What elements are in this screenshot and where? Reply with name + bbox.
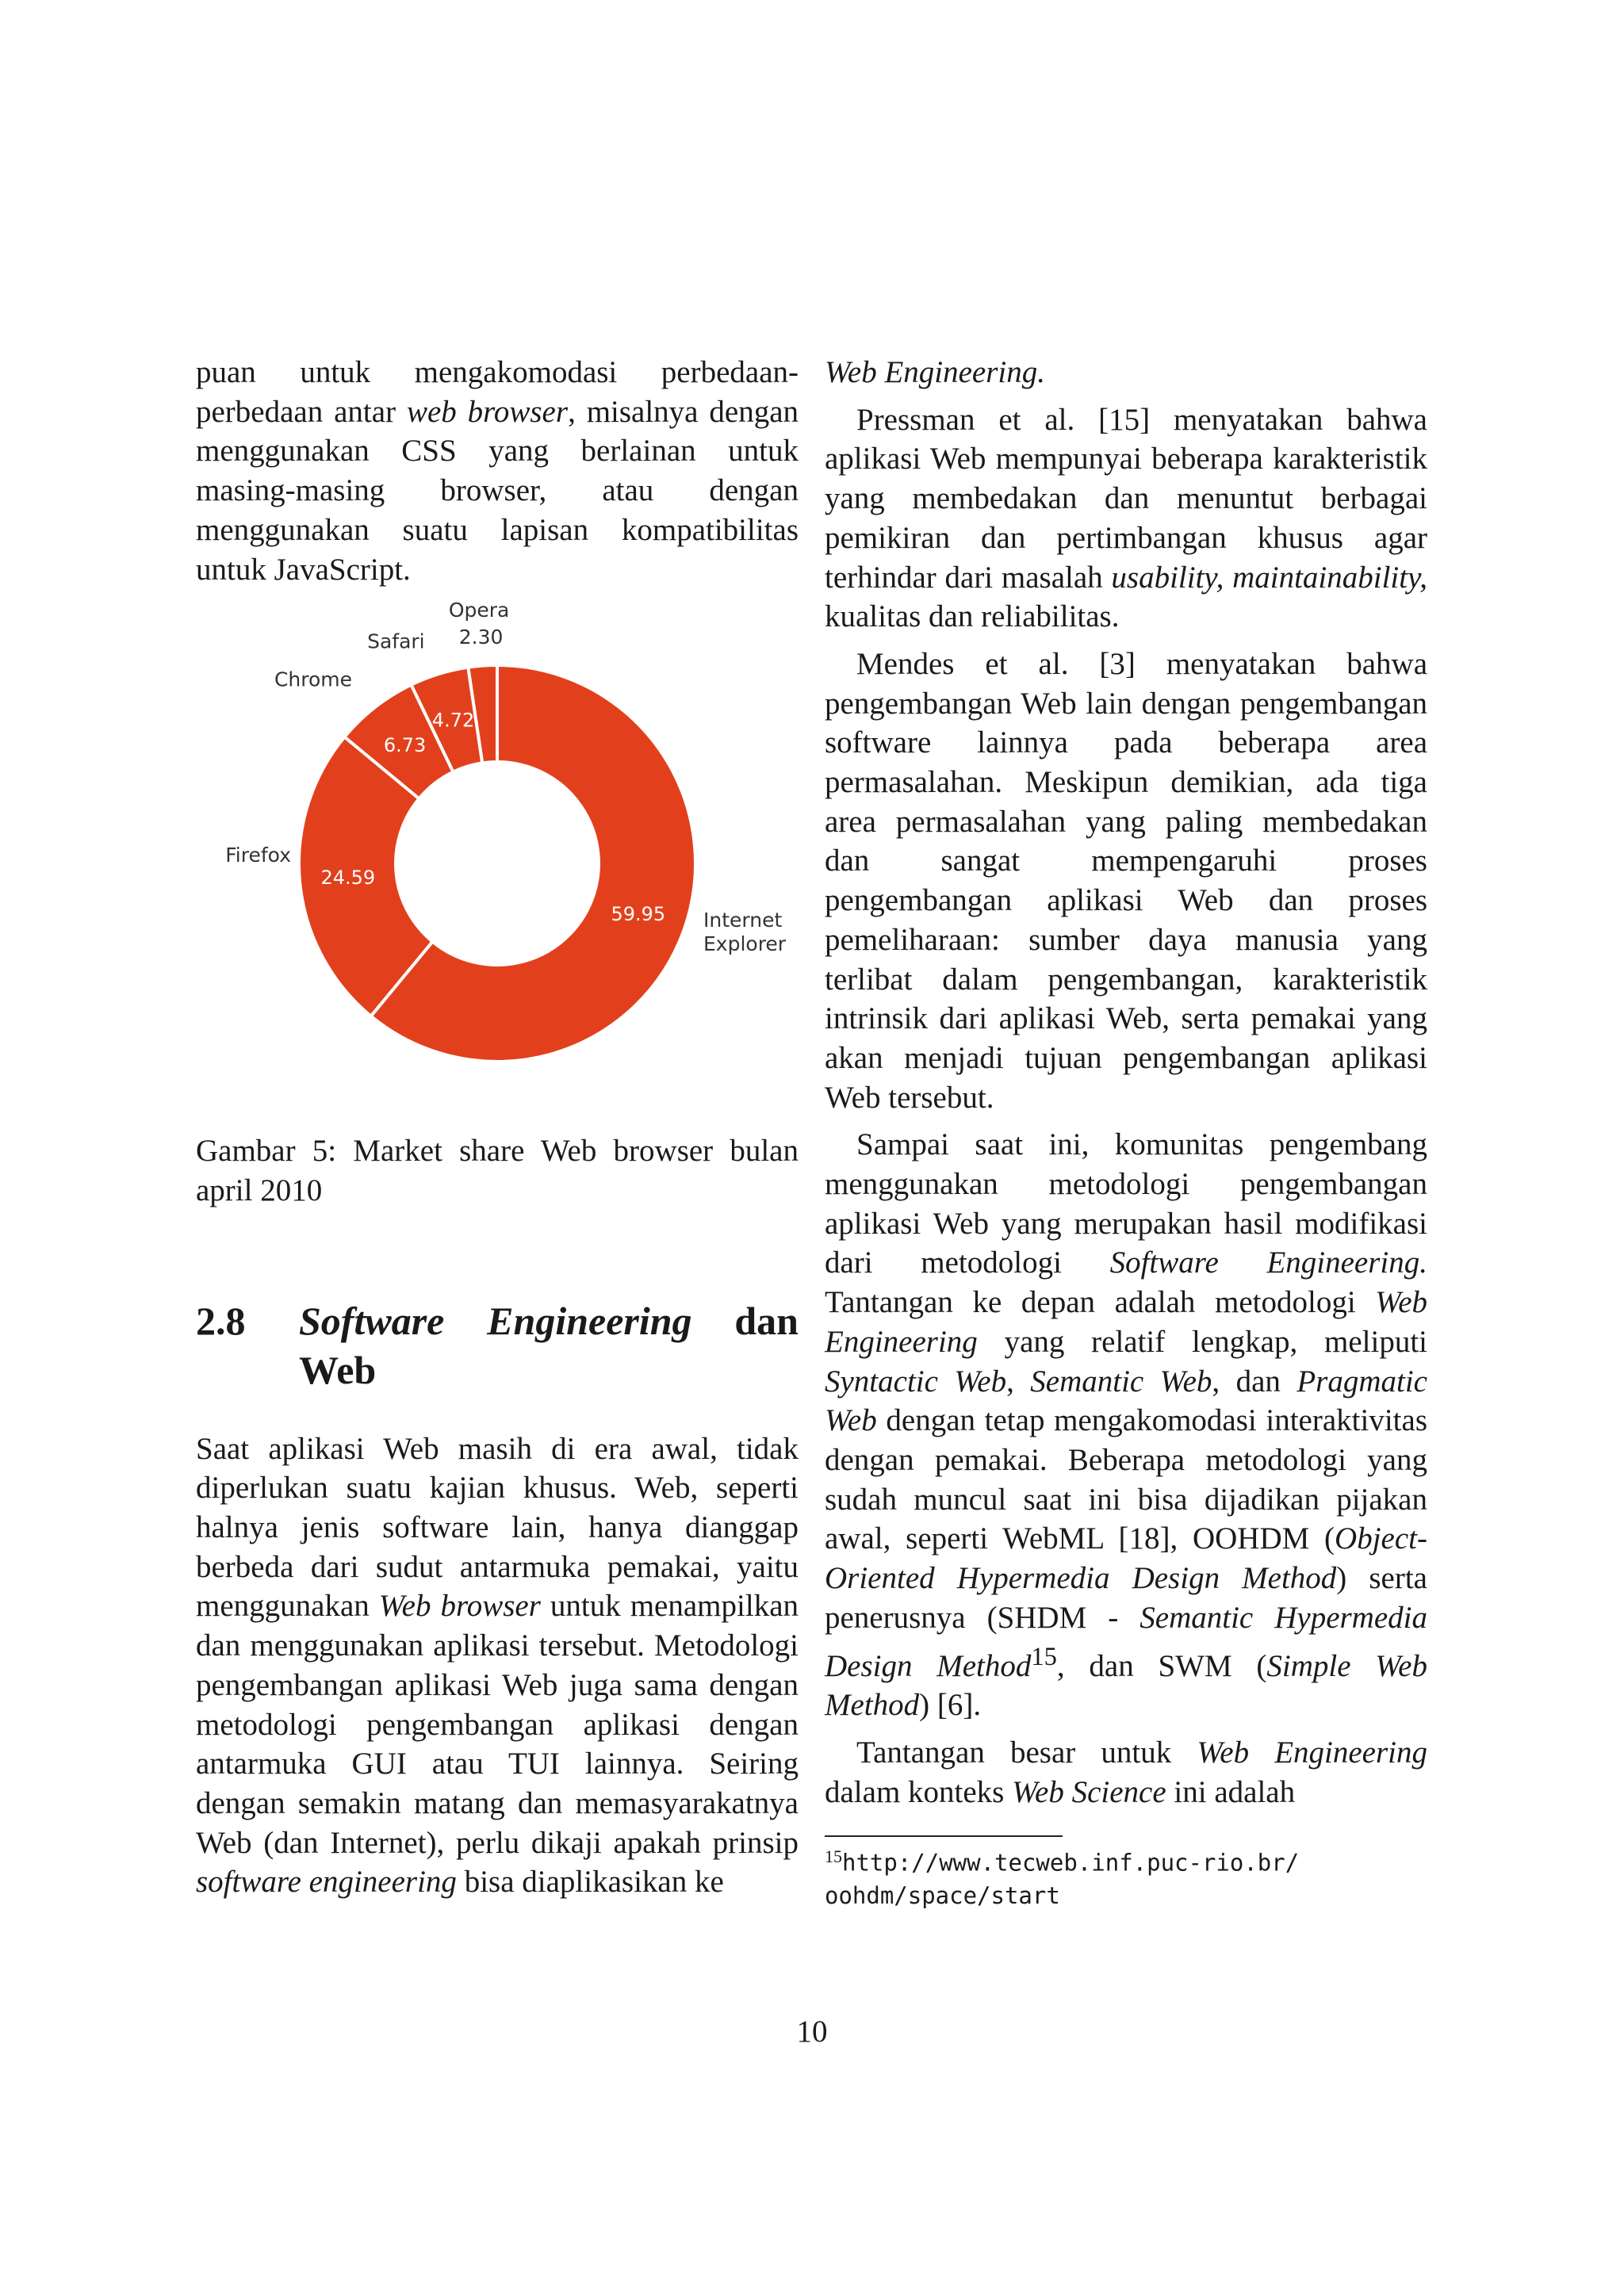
right-paragraph-2: Mendes et al. [3] menyatakan bahwa pengembangan Web lain dengan pengembangan software lainnya pada beberapa area permasalahan. Meskipun demikian, ada tiga area permasalahan yang paling membedakan dan sangat mempengaruhi proses pengembangan aplikasi Web dan proses pemeliharaan: sumber daya manusia yang terlibat dalam pengembangan, karakteristik intrinsik dari aplikasi Web, serta pemakai yang akan menjadi tujuan pengembangan aplikasi Web tersebut. [825, 646, 1427, 1115]
category-label-safari: Safari [367, 629, 425, 653]
donut-chart [196, 599, 799, 1093]
section-heading [196, 1296, 799, 1395]
right-paragraph-3: Sampai saat ini, komunitas pengembang menggunakan metodologi pengembangan aplikasi Web yang merupakan hasil modifikasi dari metodologi Software Engineering. Tantangan ke depan adalah metodologi Web Engineering yang relatif lengkap, meliputi Syntactic Web, Semantic Web, dan Pragmatic Web dengan tetap mengakomodasi interaktivitas dengan pemakai. Beberapa metodologi yang sudah muncul saat ini bisa dijadikan pijakan awal, seperti WebML [18], OOHDM (Object-Oriented Hypermedia Design Method) serta penerusnya (SHDM - Semantic Hypermedia Design Method$^{15}$, dan SWM (Simple Web Method) [6]. [825, 1127, 1427, 1723]
section-number: 2.8 [196, 1298, 246, 1343]
footnote-ref: 15 [1031, 1642, 1057, 1671]
right-line-1: Web Engineering. [825, 355, 1046, 389]
footnote [825, 1840, 1427, 1912]
category-label-chrome: Chrome [274, 668, 353, 691]
category-label-internet-explorer: Internet Explorer [703, 909, 787, 956]
right-column [825, 353, 1427, 1912]
section-title: Software Engineering dan Web [299, 1298, 799, 1392]
left-column [196, 353, 799, 1902]
value-label-internet-explorer: 59.95 [611, 903, 666, 926]
footnote-rule [825, 1835, 1063, 1837]
footnote-mark: 15 [825, 1846, 842, 1867]
value-label-opera: 2.30 [458, 625, 504, 649]
category-label-firefox: Firefox [225, 844, 291, 867]
figure-caption: Gambar 5: Market share Web browser bulan april 2010 [196, 1134, 799, 1207]
footnote-url: http://www.tecweb.inf.puc-rio.br/ oohdm/space/start [825, 1849, 1300, 1909]
value-label-chrome: 6.73 [383, 734, 427, 757]
left-paragraph-2: Saat aplikasi Web masih di era awal, tidak diperlukan suatu kajian khusus. Web, seperti halnya jenis software lain, hanya dianggap berbeda dari sudut antarmuka pemakai, yaitu menggunakan Web browser untuk menampilkan dan menggunakan aplikasi tersebut. Metodologi pengembangan aplikasi Web juga sama dengan metodologi pengembangan aplikasi dengan antarmuka GUI atau TUI lainnya. Seiring dengan semakin matang dan memasyarakatnya Web (dan Internet), perlu dikaji apakah prinsip software engineering bisa diaplikasikan ke [196, 1431, 799, 1900]
category-label-opera: Opera [448, 599, 510, 622]
page-number: 10 [796, 2015, 828, 2049]
right-paragraph-4: Tantangan besar untuk Web Engineering dalam konteks Web Science ini adalah [825, 1735, 1427, 1809]
left-paragraph-1: puan untuk mengakomodasi perbedaan-perbedaan antar web browser, misalnya dengan menggunakan CSS yang berlainan untuk masing-masing browser, atau dengan menggunakan suatu lapisan kompatibilitas untuk JavaScript. [196, 355, 799, 587]
value-label-firefox: 24.59 [320, 866, 376, 889]
value-label-safari: 4.72 [431, 709, 475, 732]
market-share-figure [196, 599, 799, 1093]
right-paragraph-1: Pressman et al. [15] menyatakan bahwa aplikasi Web mempunyai beberapa karakteristik yang membedakan dan menuntut berbagai pemikiran dan pertimbangan khusus agar terhindar dari masalah usability, maintainability, kualitas dan reliabilitas. [825, 402, 1427, 634]
